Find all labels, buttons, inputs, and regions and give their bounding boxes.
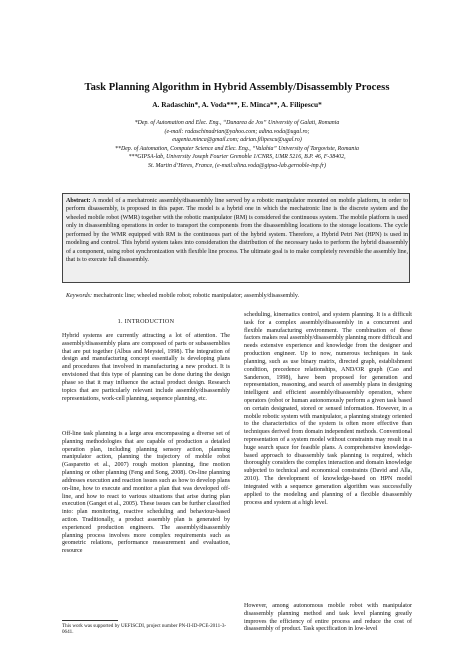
abstract-text: A model of a mechatronic assembly/disassembly line served by a robotic manipulator mounted on mobile platform, in order to perform disassembly, is proposed in this paper. The model is a hybrid one in which the mechatronic line is the discrete system and the wheeled mobile robot (WMR) together with the robotic manipulator (RM) is considered the continuous system. The mobile platform is used only in disassembling operations in order to transport the components from the disassembling locations to the storage locations. The cycle performed by the WMR equipped with RM is the continuous part of the hybrid system. Therefore, a Hybrid Petri Net (HPN) is used in modeling and control. This hybrid system takes into consideration the distribution of the necessary tasks to perform the hybrid disassembly of a component, using robot synchronization with flexible line process. The ultimate goal is to make completely reversible the assembly line, that is to execute full disassembly. — [66, 198, 408, 264]
abstract-label: Abstract: — [66, 198, 91, 204]
keywords-text: mechatronic line; wheeled mobile robot; robotic manipulator; assembly/disassembly. — [91, 293, 299, 299]
intro-paragraph: However, among autonomous mobile robot with manipulator disassembly planning method and task level planning greatly improves the efficiency of entire process and reduce the cost of disassembly of product. Task specification in low-level — [244, 603, 412, 633]
affiliations — [40, 119, 434, 171]
affiliation-line: eugenia.minca@gmail.com; adrian.filipescu@ugal.ro) — [172, 137, 302, 144]
affiliation-line: *Dep. of Automation and Elec. Eng., “Dunarea de Jos” University of Galati, Romania — [134, 120, 340, 126]
intro-paragraph: scheduling, kinematics control, and system planning. It is a difficult task for a complex assembly/disassembly in a concurrent and flexible manufacturing environment. The combination of these factors makes real assembly/disassembly planning more difficult and needs extensive experience and knowledge from the designer and production engineer. Up to now, numerous techniques in task planning, such as use binary matrix, directed graph, establishment condition, precedence relationships, AND/OR graph (Cao and Sanderson, 1998), have been proposed for generation and representation, reasoning, and search of assembly plans in designing intelligent and efficient assembly/disassembly operation, where operators (robot or human autonomously perform a given task based on certain designated, stored or sensed information. However, in a mobile robotic system with manipulator, a planning strategy oriented to the characteristics of the system is often more effective than techniques derived from domain independent methods. Conventional representation of a system model without constraints may result in a huge search space for feasible plans. A comprehensive knowledge-based approach to disassembly task planning is required, which thoroughly considers the complex interaction and domain knowledge subjected to technical and economical constraints (David and Alla, 2010). The development of knowledge-based on HPN model integrated with a sequence generation algorithm was successfully applied to the modeling and planning of a flexible disassembly process and system at a high level. — [244, 312, 412, 506]
paper-title: Task Planning Algorithm in Hybrid Assembly/Disassembly Process — [84, 82, 390, 93]
footnote: This work was supported by UEFISCDI, project number PN-II-ID-PCE-2011-3-0641. — [62, 623, 227, 636]
intro-paragraph: Off-line task planning is a large area encompassing a diverse set of planning methodologies that are capable of production a detailed operation plan, including planning sensory action, planning manipulator action, planning the trajectory of mobile robot (Gasparetto et al., 2007) rough motion planning, fine motion planning or other planning (Feng and Song, 2008). On-line planning addresses execution and reaction issues such as how to develop plans on-line, how to execute and monitor a plan that was developed off-line, and how to react to various situations that arise during plan execution (Ganget et al., 2005). These issues can be further classified into: plan monitoring, reactive scheduling and behaviour-based action. Traditionally, a product assembly plan is generated by experienced production engineers. The assembly/disassembly planning process involves more complex requirements such as geometric relations, performance measurement and evaluation, resource — [62, 431, 230, 555]
section-heading: 1. INTRODUCTION — [117, 319, 175, 325]
affiliation-line: (e-mail: radaschinadrian@yahoo.com; adina.voda@ugal.ro; — [164, 128, 310, 135]
affiliation-line: **Dep. of Automation, Computer Science and Elec. Eng., “Valahia” University of Targoviste, Romania — [115, 145, 359, 152]
paper-authors: A. Radaschin*, A. Voda***, E. Minca**, A. Filipescu* — [152, 100, 322, 109]
abstract — [66, 197, 408, 265]
keywords — [66, 292, 408, 300]
intro-paragraph: Hybrid systems are currently attracting a lot of attention. The assembly/disassembly plans are composed of parts or subassemblies that are put together (Albus and Meystel, 1998). The integration of design and manufacturing concept essentially is developing plans and procedures that involved in manufacturing a new product. It is envisioned that this type of planning can be done during the design phase so that it may influence the actual product design. Research topics that are particularly relevant include assembly/disassembly representations, work-cell planning, sequence planning, etc. — [62, 333, 230, 402]
keywords-label: Keywords: — [66, 293, 92, 299]
footnote-rule — [62, 620, 118, 621]
affiliation-line: ***GIPSA-lab, University Joseph Fourier Grenoble 1/CNRS, UMR 5216, B.P. 46, F-38402, — [128, 154, 346, 161]
affiliation-line: St. Martin d’Heres, France, (e-mail:alina.voda@gipsa-lab.gernoble-inp.fr) — [148, 162, 326, 169]
